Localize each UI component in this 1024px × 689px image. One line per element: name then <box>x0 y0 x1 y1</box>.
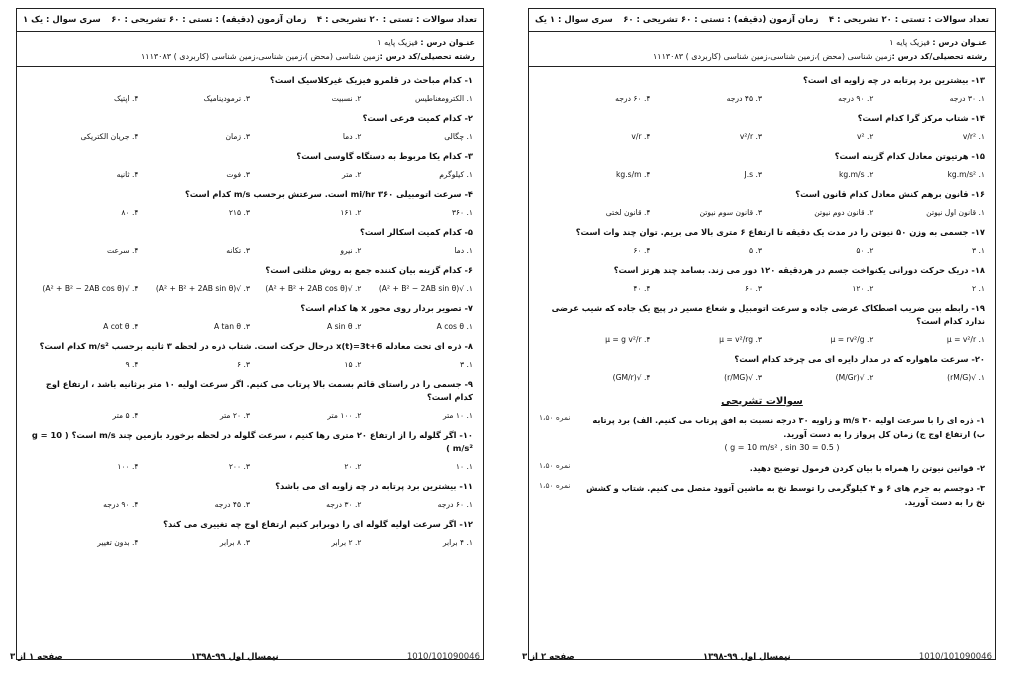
question-text: ۹- جسمی را در راستای قائم بسمت بالا پرتاب می کنیم. اگر سرعت اولیه ۱۰ متر برثانیه باشد ، ارتفاع اوج کدام است؟ <box>45 379 473 402</box>
answer-option: ۳. A tan θ <box>213 322 250 331</box>
answer-options <box>27 167 473 183</box>
answer-option: ۳. ۲۰ متر <box>219 411 250 420</box>
answer-options <box>27 408 473 424</box>
answer-option: ۱. kg.m/s² <box>947 170 985 179</box>
semester: نیمسال اول ۹۹-۱۳۹۸ <box>190 652 279 662</box>
course-label: عنـوان درس : <box>932 38 987 47</box>
question-item <box>27 264 473 297</box>
page-frame <box>528 8 996 660</box>
question-text: ۱- کدام مباحث در قلمرو فیزیک غیرکلاسیک است؟ <box>270 75 473 85</box>
question-text: ۱۳- بیشترین برد پرتابه در چه زاویه ای است؟ <box>803 75 985 85</box>
answer-option: ۴. قانون لختی <box>605 208 651 217</box>
answer-option: ۲. متر <box>342 170 362 179</box>
page-number: صفحه ۲ از ۳ <box>522 652 575 662</box>
question-item <box>27 518 473 551</box>
question-item <box>27 112 473 145</box>
question-item <box>27 226 473 259</box>
answer-options <box>539 129 985 145</box>
question-text: ۲- کدام کمیت فرعی است؟ <box>362 113 473 123</box>
section-title: سوالات تشریحی <box>721 396 803 407</box>
answer-option: ۴. ۵ متر <box>112 411 139 420</box>
question-text: ۴- سرعت اتومبیلی ۳۶۰ mi/hr است. سرعتش برحسب m/s کدام است؟ <box>184 189 473 199</box>
question-item <box>27 340 473 373</box>
descriptive-question-body <box>579 481 985 509</box>
answer-option: ۴. ۴۰ <box>633 284 651 293</box>
question-item <box>27 74 473 107</box>
course-info <box>17 32 483 67</box>
question-text: ۳- کدام یکا مربوط به دستگاه گاوسی است؟ <box>296 151 473 161</box>
answer-option: ۳. ۲۰۰ <box>228 462 250 471</box>
answer-option: ۱. ۳۰ درجه <box>949 94 985 103</box>
course-title: فیزیک پایه ۱ <box>889 38 930 47</box>
answer-option: ۳. تکانه <box>226 246 250 255</box>
answer-option: ۱. دما <box>454 246 473 255</box>
question-text: ۱۱- بیشترین برد پرتابه در چه زاویه ای می باشد؟ <box>275 481 473 491</box>
question-text: ۵- کدام کمیت اسکالر است؟ <box>360 227 473 237</box>
answer-options <box>27 281 473 297</box>
question-text: ۱۷- جسمی به وزن ۵۰ نیوتن را در مدت یک دقیقه تا ارتفاع ۶ متری بالا می بریم. توان چند وات است؟ <box>575 227 985 237</box>
answer-option: ۲. A sin θ <box>327 322 362 331</box>
question-series: سری سوال : یک ۱ <box>23 15 101 25</box>
answer-option: ۳. ۴۵ درجه <box>726 94 762 103</box>
question-score: ۱،۵۰ نمره <box>539 413 571 422</box>
answer-option: ۲. ۱۲۰ <box>852 284 874 293</box>
field-label: رشته تحصیلی/کد درس : <box>891 52 987 61</box>
answer-option: ۳. v²/r <box>739 132 762 141</box>
answer-option: ۱. A cos θ <box>436 322 473 331</box>
exam-code: 1010/101090046 <box>918 652 992 662</box>
question-item <box>539 226 985 259</box>
descriptive-question <box>539 481 985 509</box>
answer-option: ۱. ۱۰ <box>455 462 473 471</box>
answer-option: ۴. جریان الکتریکی <box>80 132 139 141</box>
descriptive-question-text: ۲- قوانین نیوتن را همراه با بیان کردن فرمول توضیح دهید. <box>749 463 985 473</box>
descriptive-question-text: ۳- دوجسم به جرم های ۶ و ۴ کیلوگرمی را توسط نخ به ماشین آتوود متصل می کنیم. شتاب و کشش نخ را به دست آورید. <box>586 483 985 507</box>
question-text: ۱۸- دریک حرکت دورانی یکنواخت جسم در هردقیقه ۱۲۰ دور می زند. بسامد چند هرتز است؟ <box>613 265 985 275</box>
answer-options <box>539 281 985 297</box>
answer-option: ۱. قانون اول نیوتن <box>926 208 985 217</box>
answer-option: ۱. ۱۰ متر <box>442 411 473 420</box>
question-text: ۱۴- شتاب مرکز گرا کدام است؟ <box>857 113 985 123</box>
answer-option: ۳. ۴۵ درجه <box>214 500 250 509</box>
question-list <box>17 67 483 551</box>
answer-options <box>27 459 473 475</box>
descriptive-question-text: ۱- ذره ای را با سرعت اولیه ۳۰ m/s و زاویه ۳۰ درجه نسبت به افق پرتاب می کنیم. الف) برد پرتابه ب) ارتفاع اوج ج) زمان کل پرواز را به دست آورید. <box>592 415 985 439</box>
answer-option: ۱. ۶۰ درجه <box>437 500 473 509</box>
question-text: ۷- تصویر بردار روی محور x ها کدام است؟ <box>300 303 473 313</box>
answer-option: ۲. ۲۰ <box>344 462 362 471</box>
question-item <box>539 353 985 386</box>
answer-option: ۲. نسبیت <box>331 94 362 103</box>
answer-option: ۳. ۸ برابر <box>219 538 250 547</box>
answer-option: ۱. ۳۶۰ <box>451 208 473 217</box>
page-footer <box>522 649 992 665</box>
answer-option: ۳. ۶ <box>236 360 250 369</box>
answer-option: ۱. √(rM/G) <box>947 373 985 382</box>
answer-option: ۳. ۵ <box>748 246 762 255</box>
answer-option: ۲. √(A² + B² + 2AB cos θ) <box>265 284 362 293</box>
question-item <box>539 302 985 348</box>
answer-options <box>539 332 985 348</box>
answer-options <box>27 243 473 259</box>
answer-option: ۳. فوت <box>226 170 250 179</box>
answer-option: ۱. √(A² + B² − 2AB sin θ) <box>378 284 473 293</box>
answer-option: ۳. ۶۰ <box>744 284 762 293</box>
answer-option: ۴. اپتیک <box>113 94 139 103</box>
answer-option: ۲. ۱۰۰ متر <box>327 411 362 420</box>
answer-option: ۲. √(M/Gr) <box>835 373 874 382</box>
given-values: ( g = 10 m/s² , sin 30 = 0.5 ) <box>724 443 840 452</box>
question-item <box>27 429 473 475</box>
question-item <box>539 188 985 221</box>
answer-option: ۲. نیرو <box>340 246 362 255</box>
answer-options <box>27 91 473 107</box>
answer-options <box>27 357 473 373</box>
question-item <box>27 480 473 513</box>
answer-option: ۱. ۲ <box>971 284 985 293</box>
answer-option: ۴. ثانیه <box>116 170 139 179</box>
question-item <box>27 150 473 183</box>
answer-options <box>27 497 473 513</box>
answer-option: ۱. ۴ برابر <box>442 538 473 547</box>
question-item <box>27 188 473 221</box>
answer-option: ۴. √(A² + B² − 2AB cos θ) <box>42 284 139 293</box>
answer-option: ۴. ۹ <box>125 360 139 369</box>
answer-options <box>27 535 473 551</box>
answer-option: ۳. μ = v²/rg <box>719 335 762 344</box>
answer-options <box>27 129 473 145</box>
course-label: عنـوان درس : <box>420 38 475 47</box>
answer-option: ۲. kg.m/s <box>839 170 874 179</box>
question-item <box>539 74 985 107</box>
answer-option: ۴. √(GM/r) <box>612 373 651 382</box>
descriptive-question-body <box>579 413 985 455</box>
question-text: ۱۰- اگر گلوله را از ارتفاع ۲۰ متری رها کنیم ، سرعت گلوله در لحظه برخورد بازمین چند m/s است؟ ( g = 10 m/s² ) <box>31 430 473 453</box>
answer-option: ۱. چگالی <box>444 132 473 141</box>
field-value: زمین شناسی (محض )،زمین شناسی،زمین شناسی (کاربردی ) ۱۱۱۳۰۸۳ <box>652 52 892 61</box>
answer-options <box>539 167 985 183</box>
field-label: رشته تحصیلی/کد درس : <box>379 52 475 61</box>
question-text: ۱۵- هرتیوتن معادل کدام گزینه است؟ <box>834 151 985 161</box>
answer-options <box>539 370 985 386</box>
question-text: ۱۶- قانون برهم کنش معادل کدام قانون است؟ <box>795 189 985 199</box>
exam-time: زمان آزمون (دقیقه) : تستی : ۶۰ تشریحی : ۶۰ <box>111 15 307 25</box>
answer-option: ۲. v² <box>857 132 874 141</box>
answer-option: ۴. ۸۰ <box>121 208 139 217</box>
answer-option: ۲. ۵۰ <box>856 246 874 255</box>
question-text: ۲۰- سرعت ماهواره که در مدار دایره ای می چرخد کدام است؟ <box>734 354 985 364</box>
question-text: ۱۲- اگر سرعت اولیه گلوله ای را دوبرابر کنیم ارتفاع اوج چه تغییری می کند؟ <box>163 519 473 529</box>
answer-option: ۴. سرعت <box>107 246 139 255</box>
question-list <box>529 67 995 509</box>
answer-option: ۳. √(r/MG) <box>724 373 762 382</box>
answer-option: ۲. ۲ برابر <box>331 538 362 547</box>
answer-option: ۲. دما <box>342 132 362 141</box>
descriptive-list <box>539 413 985 509</box>
question-text: ۱۹- رابطه بین ضریب اصطکاک عرضی جاده و سرعت اتومبیل و شعاع مسیر در پیچ یک جاده که شیب عرضی ندارد کدام است؟ <box>551 303 985 326</box>
answer-option: ۳. √(A² + B² + 2AB sin θ) <box>155 284 250 293</box>
question-score: ۱،۵۰ نمره <box>539 461 571 470</box>
page-footer <box>10 649 480 665</box>
answer-option: ۴. بدون تغییر <box>97 538 139 547</box>
descriptive-question <box>539 461 985 475</box>
answer-option: ۱. الکترومغناطیس <box>414 94 473 103</box>
semester: نیمسال اول ۹۹-۱۳۹۸ <box>702 652 791 662</box>
multiple-choice-list <box>539 74 985 386</box>
answer-option: ۳. قانون سوم نیوتن <box>699 208 762 217</box>
answer-option: ۴. ۶۰ درجه <box>615 94 651 103</box>
answer-option: ۴. A cot θ <box>103 322 139 331</box>
exam-code: 1010/101090046 <box>406 652 480 662</box>
page-frame <box>16 8 484 660</box>
page-header <box>17 9 483 32</box>
answer-option: ۱. ۳ <box>459 360 473 369</box>
answer-option: ۲. ۱۶۱ <box>340 208 362 217</box>
exam-time: زمان آزمون (دقیقه) : تستی : ۶۰ تشریحی : ۶۰ <box>623 15 819 25</box>
course-info <box>529 32 995 67</box>
answer-option: ۳. زمان <box>225 132 250 141</box>
question-text: ۶- کدام گزینه بیان کننده جمع به روش مثلثی است؟ <box>265 265 473 275</box>
answer-option: ۴. μ = g v²/r <box>605 335 651 344</box>
page-number: صفحه ۱ از ۳ <box>10 652 63 662</box>
answer-option: ۲. قانون دوم نیوتن <box>814 208 874 217</box>
answer-option: ۱. کیلوگرم <box>439 170 473 179</box>
answer-option: ۴. ۹۰ درجه <box>103 500 139 509</box>
question-item <box>27 378 473 424</box>
answer-option: ۲. ۳۰ درجه <box>326 500 362 509</box>
question-item <box>539 150 985 183</box>
question-text: ۸- ذره ای تحت معادله x(t)=3t+6 درحال حرکت است. شتاب ذره در لحظه ۳ ثانیه برحسب m/s² کدام است؟ <box>39 341 473 351</box>
answer-option: ۱. v/r² <box>962 132 985 141</box>
answer-option: ۴. v/r <box>631 132 651 141</box>
answer-options <box>539 205 985 221</box>
question-score: ۱،۵۰ نمره <box>539 481 571 490</box>
answer-option: ۱. μ = v²/r <box>946 335 985 344</box>
answer-option: ۳. ترمودینامیک <box>203 94 250 103</box>
answer-options <box>539 243 985 259</box>
question-item <box>27 302 473 335</box>
question-item <box>539 112 985 145</box>
answer-options <box>539 91 985 107</box>
course-title: فیزیک پایه ۱ <box>377 38 418 47</box>
question-series: سری سوال : ۱ یک <box>535 15 613 25</box>
question-count: تعداد سوالات : تستی : ۲۰ تشریحی : ۴ <box>316 15 477 25</box>
exam-page-2 <box>512 0 1024 689</box>
answer-option: ۱. ۳ <box>971 246 985 255</box>
answer-option: ۳. ۲۱۵ <box>228 208 250 217</box>
question-item <box>539 264 985 297</box>
question-count: تعداد سوالات : تستی : ۲۰ تشریحی : ۴ <box>828 15 989 25</box>
answer-option: ۲. ۱۵ <box>344 360 362 369</box>
answer-option: ۴. kg.s/m <box>616 170 651 179</box>
answer-options <box>27 319 473 335</box>
answer-option: ۲. μ = rv²/g <box>830 335 874 344</box>
field-value: زمین شناسی (محض )،زمین شناسی،زمین شناسی (کاربردی ) ۱۱۱۳۰۸۳ <box>140 52 380 61</box>
descriptive-question <box>539 413 985 455</box>
answer-option: ۴. ۶۰ <box>633 246 651 255</box>
page-header <box>529 9 995 32</box>
answer-option: ۳. J.s <box>744 170 762 179</box>
answer-option: ۴. ۱۰۰ <box>117 462 139 471</box>
answer-options <box>27 205 473 221</box>
descriptive-question-body <box>579 461 985 475</box>
answer-option: ۲. ۹۰ درجه <box>838 94 874 103</box>
